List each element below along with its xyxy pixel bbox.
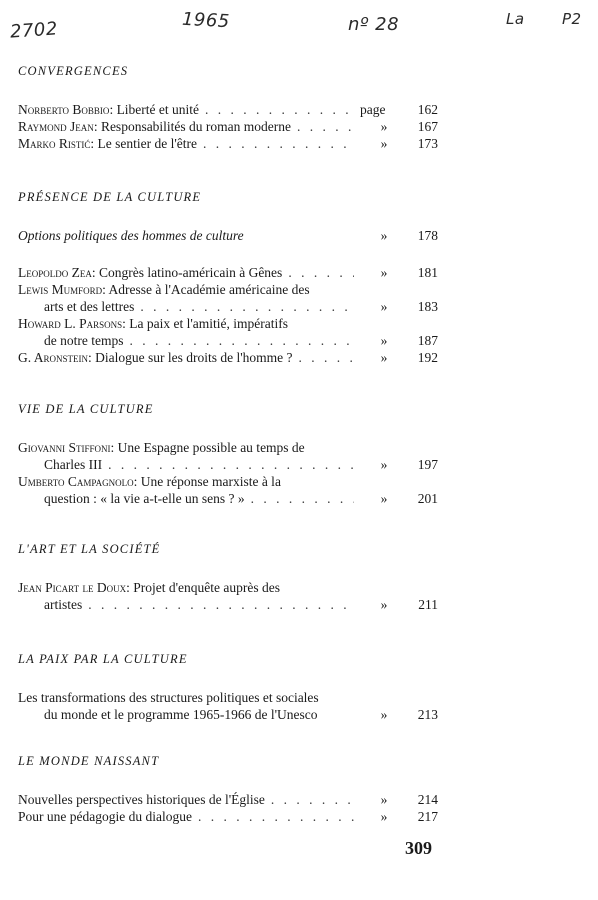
entry-author: Marko Ristić — [18, 136, 91, 151]
leader-dots — [299, 349, 354, 366]
page-marker: » — [380, 707, 388, 722]
entry-title-line: : Liberté et unité — [109, 102, 200, 117]
annotation-4: La — [506, 10, 525, 28]
page-marker: » — [380, 491, 388, 506]
toc-section — [18, 64, 438, 152]
entry-page-number: 173 — [417, 136, 438, 151]
toc-entry — [18, 281, 438, 315]
entry-page-number: 167 — [417, 119, 438, 134]
entry-title-line: : Le sentier de l'être — [90, 136, 198, 151]
entry-title-line: : Dialogue sur les droits de l'homme ? — [88, 350, 293, 365]
page-marker: » — [380, 792, 388, 807]
entry-title-line: arts et des lettres — [44, 299, 135, 314]
entry-title-line: de notre temps — [44, 333, 124, 348]
annotation-2: 1965 — [181, 8, 231, 33]
entry-page-number: 211 — [418, 597, 438, 612]
entry-author: Leopoldo Zea — [18, 265, 92, 280]
page-marker: » — [380, 457, 388, 472]
leader-dots — [251, 490, 354, 507]
entry-author: Howard L. Parsons — [18, 316, 123, 331]
entry-page-number: 181 — [417, 265, 438, 280]
section-title: LA PAIX PAR LA CULTURE — [18, 652, 188, 666]
section-title: CONVERGENCES — [18, 64, 129, 78]
toc-entry — [18, 473, 438, 507]
entry-page-number: 217 — [417, 809, 438, 824]
toc-entry — [18, 315, 438, 349]
entry-title-line: du monde et le programme 1965-1966 de l'Unesco — [44, 707, 318, 722]
toc-section — [18, 190, 438, 366]
page-number: 309 — [405, 838, 432, 858]
entry-author: Lewis Mumford — [18, 282, 103, 297]
page-marker: » — [380, 333, 388, 348]
entry-author: Raymond Jean — [18, 119, 94, 134]
leader-dots — [297, 118, 354, 135]
toc-entry — [18, 101, 438, 118]
entry-page-number: 187 — [417, 333, 438, 348]
toc-entry — [18, 689, 438, 723]
section-title: VIE DE LA CULTURE — [18, 402, 154, 416]
toc-section — [18, 402, 438, 507]
leader-dots — [203, 135, 354, 152]
annotation-5: P2 — [562, 10, 582, 28]
page-marker: page — [360, 102, 386, 117]
page-marker: » — [380, 228, 388, 243]
page-marker: » — [380, 597, 388, 612]
toc-section — [18, 754, 438, 825]
entry-title-line: : La paix et l'amitié, impératifs — [122, 316, 289, 331]
entry-author: G. Aronstein — [18, 350, 89, 365]
entry-title-line: Options politiques des hommes de culture — [18, 228, 244, 243]
toc-entry — [18, 118, 438, 135]
leader-dots — [288, 264, 354, 281]
entry-title-line: : Une réponse marxiste à la — [133, 474, 281, 489]
leader-dots — [271, 791, 354, 808]
entry-page-number: 178 — [417, 228, 438, 243]
page-marker: » — [380, 265, 388, 280]
entry-title-line: Pour une pédagogie du dialogue — [18, 809, 192, 824]
toc-entry — [18, 264, 438, 281]
toc-entry — [18, 808, 438, 825]
page-marker: » — [380, 119, 388, 134]
entry-author: Giovanni Stiffoni — [18, 440, 111, 455]
entry-title-line: Nouvelles perspectives historiques de l'Église — [18, 792, 265, 807]
annotation-3: nº 28 — [348, 14, 400, 35]
entry-author: Jean Picart le Doux — [18, 580, 127, 595]
entry-page-number: 162 — [417, 102, 438, 117]
entry-page-number: 213 — [417, 707, 438, 722]
page-marker: » — [380, 299, 388, 314]
entry-title-line: question : « la vie a-t-elle un sens ? » — [44, 491, 245, 506]
entry-page-number: 183 — [417, 299, 438, 314]
leader-dots — [140, 298, 354, 315]
section-title: PRÉSENCE DE LA CULTURE — [18, 190, 202, 204]
toc-entry — [18, 439, 438, 473]
leader-dots — [205, 101, 354, 118]
section-title: LE MONDE NAISSANT — [18, 754, 160, 768]
toc-entry — [18, 579, 438, 613]
leader-dots — [88, 596, 354, 613]
page-marker: » — [380, 136, 388, 151]
section-title: L'ART ET LA SOCIÉTÉ — [18, 542, 161, 556]
leader-dots — [198, 808, 354, 825]
annotation-1: 2702 — [9, 18, 59, 43]
entry-title-line: : Une Espagne possible au temps de — [110, 440, 305, 455]
entry-title-line: : Congrès latino-américain à Gênes — [91, 265, 283, 280]
entry-author: Norberto Bobbio — [18, 102, 110, 117]
entry-title-line: : Projet d'enquête auprès des — [126, 580, 280, 595]
leader-dots — [108, 456, 354, 473]
entry-page-number: 201 — [417, 491, 438, 506]
entry-title-line: : Adresse à l'Académie américaine des — [102, 282, 310, 297]
leader-dots — [129, 332, 354, 349]
entry-page-number: 214 — [417, 792, 438, 807]
toc-section — [18, 542, 438, 613]
toc-section — [18, 652, 438, 723]
toc-entry — [18, 791, 438, 808]
entry-title-line: : Responsabilités du roman moderne — [93, 119, 292, 134]
entry-page-number: 192 — [417, 350, 438, 365]
entry-title-line: Charles III — [44, 457, 103, 472]
toc-entry — [18, 227, 438, 244]
toc-entry — [18, 135, 438, 152]
toc-entry — [18, 349, 438, 366]
entry-author: Umberto Campagnolo — [18, 474, 134, 489]
entry-page-number: 197 — [417, 457, 438, 472]
entry-title-line: Les transformations des structures politiques et sociales — [18, 690, 319, 705]
page-marker: » — [380, 809, 388, 824]
page-marker: » — [380, 350, 388, 365]
entry-title-line: artistes — [44, 597, 83, 612]
